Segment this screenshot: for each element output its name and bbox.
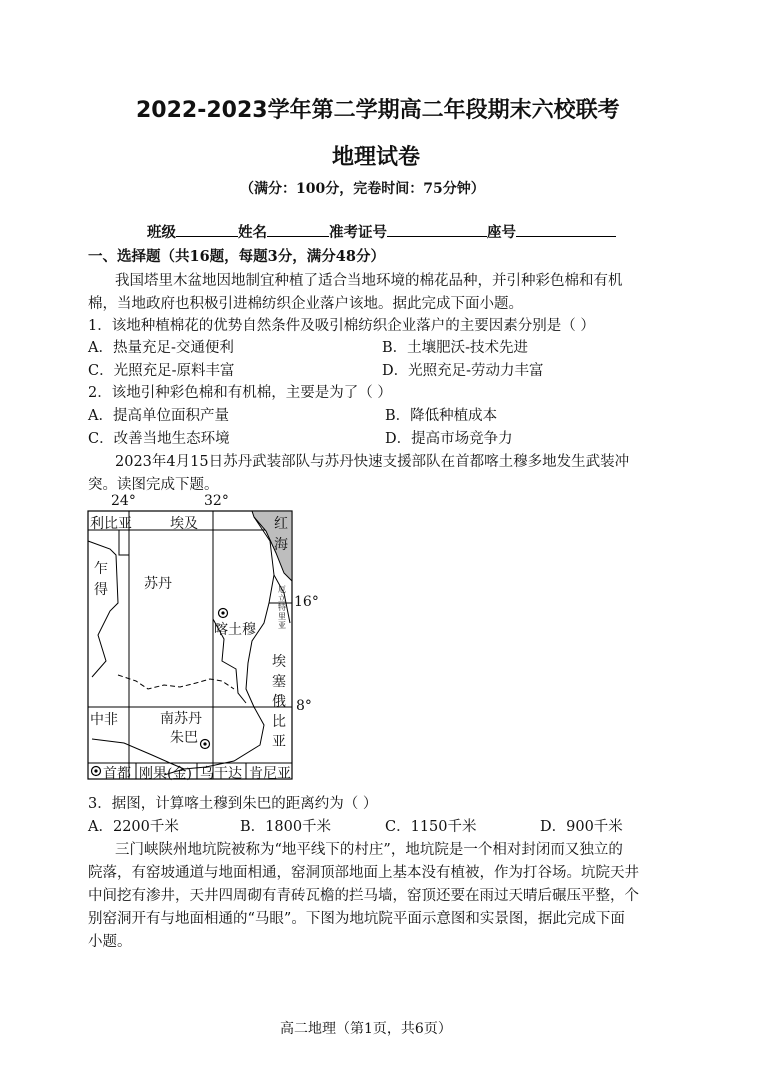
sudan-intro-line2: 突。读图完成下题。 bbox=[88, 477, 219, 493]
exam-title: 2022-2023学年第二学期高二年段期末六校联考 bbox=[136, 98, 620, 123]
label-ethiopia-1: 埃 bbox=[272, 654, 286, 670]
label-libya: 利比亚 bbox=[90, 516, 132, 532]
q1-option-c[interactable]: C．光照充足-原料丰富 bbox=[88, 363, 235, 379]
cotton-intro-line1: 我国塔里木盆地因地制宜种植了适合当地环境的棉花品种，并引种彩色棉和有机 bbox=[115, 273, 623, 289]
label-red-sea-2: 海 bbox=[274, 537, 288, 553]
label-red-sea-1: 红 bbox=[274, 516, 288, 532]
class-label: 班级 bbox=[147, 224, 176, 241]
name-blank[interactable] bbox=[267, 222, 329, 237]
q3-stem: 3．据图，计算喀土穆到朱巴的距离约为（ ） bbox=[88, 796, 378, 812]
label-drc: 刚果(金) bbox=[139, 766, 192, 782]
lat-label-8: 8° bbox=[296, 698, 312, 714]
legend-capital: 首都 bbox=[103, 766, 131, 782]
class-blank[interactable] bbox=[176, 222, 238, 237]
cotton-intro-line2: 棉，当地政府也积极引进棉纺织企业落户该地。据此完成下面小题。 bbox=[88, 296, 523, 312]
lat-label-16: 16° bbox=[294, 594, 319, 610]
seat-blank[interactable] bbox=[516, 222, 616, 237]
label-juba: 朱巴 bbox=[170, 730, 198, 746]
exam-no-blank[interactable] bbox=[387, 222, 487, 237]
cave-intro-line3: 中间挖有渗井，天井四周砌有青砖瓦檐的拦马墙，窑顶还要在雨过天晴后碾压平整，个 bbox=[88, 888, 639, 904]
q3-option-b[interactable]: B．1800千米 bbox=[240, 819, 332, 835]
q1-option-d[interactable]: D．光照充足-劳动力丰富 bbox=[382, 363, 544, 379]
q2-option-b[interactable]: B．降低种植成本 bbox=[385, 408, 498, 424]
name-label: 姓名 bbox=[238, 224, 267, 241]
q1-option-a[interactable]: A．热量充足-交通便利 bbox=[88, 340, 234, 356]
lon-label-24: 24° bbox=[111, 493, 136, 509]
q2-option-c[interactable]: C．改善当地生态环境 bbox=[88, 431, 230, 447]
sudan-map bbox=[84, 493, 319, 785]
section-heading: 一、选择题（共16题，每题3分，满分48分） bbox=[88, 248, 385, 265]
q3-option-d[interactable]: D．900千米 bbox=[540, 819, 623, 835]
label-chad-2: 得 bbox=[94, 582, 108, 598]
exam-meta: （满分：100分，完卷时间：75分钟） bbox=[240, 181, 485, 197]
student-info-row bbox=[147, 221, 616, 242]
q1-stem: 1．该地种植棉花的优势自然条件及吸引棉纺织企业落户的主要因素分别是（ ） bbox=[88, 318, 595, 334]
exam-subtitle: 地理试卷 bbox=[332, 145, 421, 170]
q3-option-a[interactable]: A．2200千米 bbox=[88, 819, 179, 835]
q2-option-a[interactable]: A．提高单位面积产量 bbox=[88, 408, 229, 424]
label-khartoum: 喀土穆 bbox=[214, 622, 256, 638]
page-footer: 高二地理（第1页，共6页） bbox=[280, 1021, 452, 1037]
label-egypt: 埃及 bbox=[170, 516, 198, 532]
q3-option-c[interactable]: C．1150千米 bbox=[385, 819, 477, 835]
lon-label-32: 32° bbox=[204, 493, 229, 509]
label-ethiopia-2: 塞 bbox=[272, 674, 286, 690]
seat-label: 座号 bbox=[487, 224, 516, 241]
label-uganda: 乌干达 bbox=[200, 766, 242, 782]
sudan-intro-line1: 2023年4月15日苏丹武装部队与苏丹快速支援部队在首都喀土穆多地发生武装冲 bbox=[115, 454, 630, 470]
label-ethiopia-3: 俄 bbox=[272, 694, 286, 710]
q2-option-d[interactable]: D．提高市场竞争力 bbox=[385, 431, 513, 447]
label-ethiopia-4: 比 bbox=[272, 714, 286, 730]
label-chad-1: 乍 bbox=[94, 561, 108, 577]
label-eritrea: 厄立特里亚 bbox=[278, 585, 286, 630]
cave-intro-line4: 别窑洞开有与地面相通的“马眼”。下图为地坑院平面示意图和实景图，据此完成下面 bbox=[88, 911, 625, 927]
cave-intro-line2: 院落，有窑坡通道与地面相通，窑洞顶部地面上基本没有植被，作为打谷场。坑院天井 bbox=[88, 865, 639, 881]
q2-stem: 2．该地引种彩色棉和有机棉，主要是为了（ ） bbox=[88, 385, 392, 401]
exam-no-label: 准考证号 bbox=[329, 224, 387, 241]
label-south-sudan: 南苏丹 bbox=[160, 711, 202, 727]
label-sudan: 苏丹 bbox=[144, 576, 172, 592]
label-kenya: 肯尼亚 bbox=[249, 766, 291, 782]
q1-option-b[interactable]: B．土壤肥沃-技术先进 bbox=[382, 340, 529, 356]
label-car: 中非 bbox=[90, 712, 118, 728]
label-ethiopia-5: 亚 bbox=[272, 734, 286, 750]
cave-intro-line1: 三门峡陕州地坑院被称为“地平线下的村庄”，地坑院是一个相对封闭而又独立的 bbox=[115, 842, 623, 858]
cave-intro-line5: 小题。 bbox=[88, 934, 132, 950]
